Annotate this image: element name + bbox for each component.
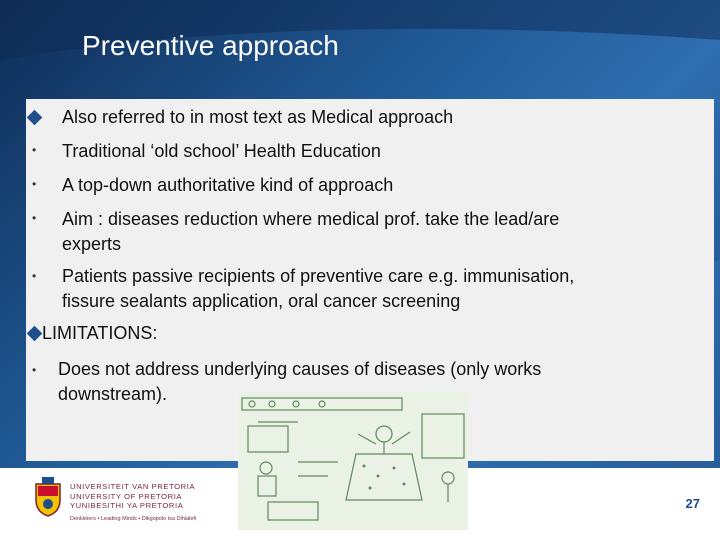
list-item-line: A top-down authoritative kind of approach	[62, 175, 394, 195]
logo-line: YUNIBESITHI YA PRETORIA	[70, 501, 184, 510]
dot-bullet-icon: •	[32, 269, 37, 283]
list-item	[62, 105, 453, 130]
dot-bullet-icon: •	[32, 363, 37, 377]
list-item-line: Does not address underlying causes of diseases (only works	[58, 359, 542, 379]
list-item-line: LIMITATIONS:	[42, 323, 158, 343]
list-item-line: Also referred to in most text as Medical approach	[62, 107, 454, 127]
list-item-line: downstream).	[58, 384, 168, 404]
dot-bullet-icon: •	[32, 177, 37, 191]
list-item-line: Traditional ‘old school’ Health Education	[62, 141, 381, 161]
dot-bullet-icon: •	[32, 143, 37, 157]
logo-line: UNIVERSITEIT VAN PRETORIA	[70, 482, 196, 491]
list-item	[62, 173, 393, 198]
list-item	[62, 139, 381, 164]
list-item-line: fissure sealants application, oral cancer screening	[62, 291, 461, 311]
list-item	[62, 264, 574, 314]
list-item	[42, 321, 157, 346]
university-logo-text	[70, 482, 195, 511]
logo-line: UNIVERSITY OF PRETORIA	[70, 491, 183, 501]
list-item	[62, 207, 559, 257]
logo-tagline: Denkleiers • Leading Minds • Dikgopolo tsa Dihlalefi	[70, 516, 197, 522]
dot-bullet-icon: •	[32, 211, 37, 225]
classroom-drawing-image	[238, 392, 468, 530]
diamond-bullet-icon	[27, 110, 43, 126]
list-item-line: Patients passive recipients of preventive care e.g. immunisation,	[62, 266, 575, 286]
diamond-bullet-icon	[27, 326, 43, 342]
list-item-line: Aim : diseases reduction where medical prof. take the lead/are	[62, 209, 560, 229]
page-number: 27	[685, 496, 700, 511]
list-item-line: experts	[62, 234, 122, 254]
slide-title: Preventive approach	[82, 30, 339, 61]
university-crest-icon	[34, 476, 62, 518]
